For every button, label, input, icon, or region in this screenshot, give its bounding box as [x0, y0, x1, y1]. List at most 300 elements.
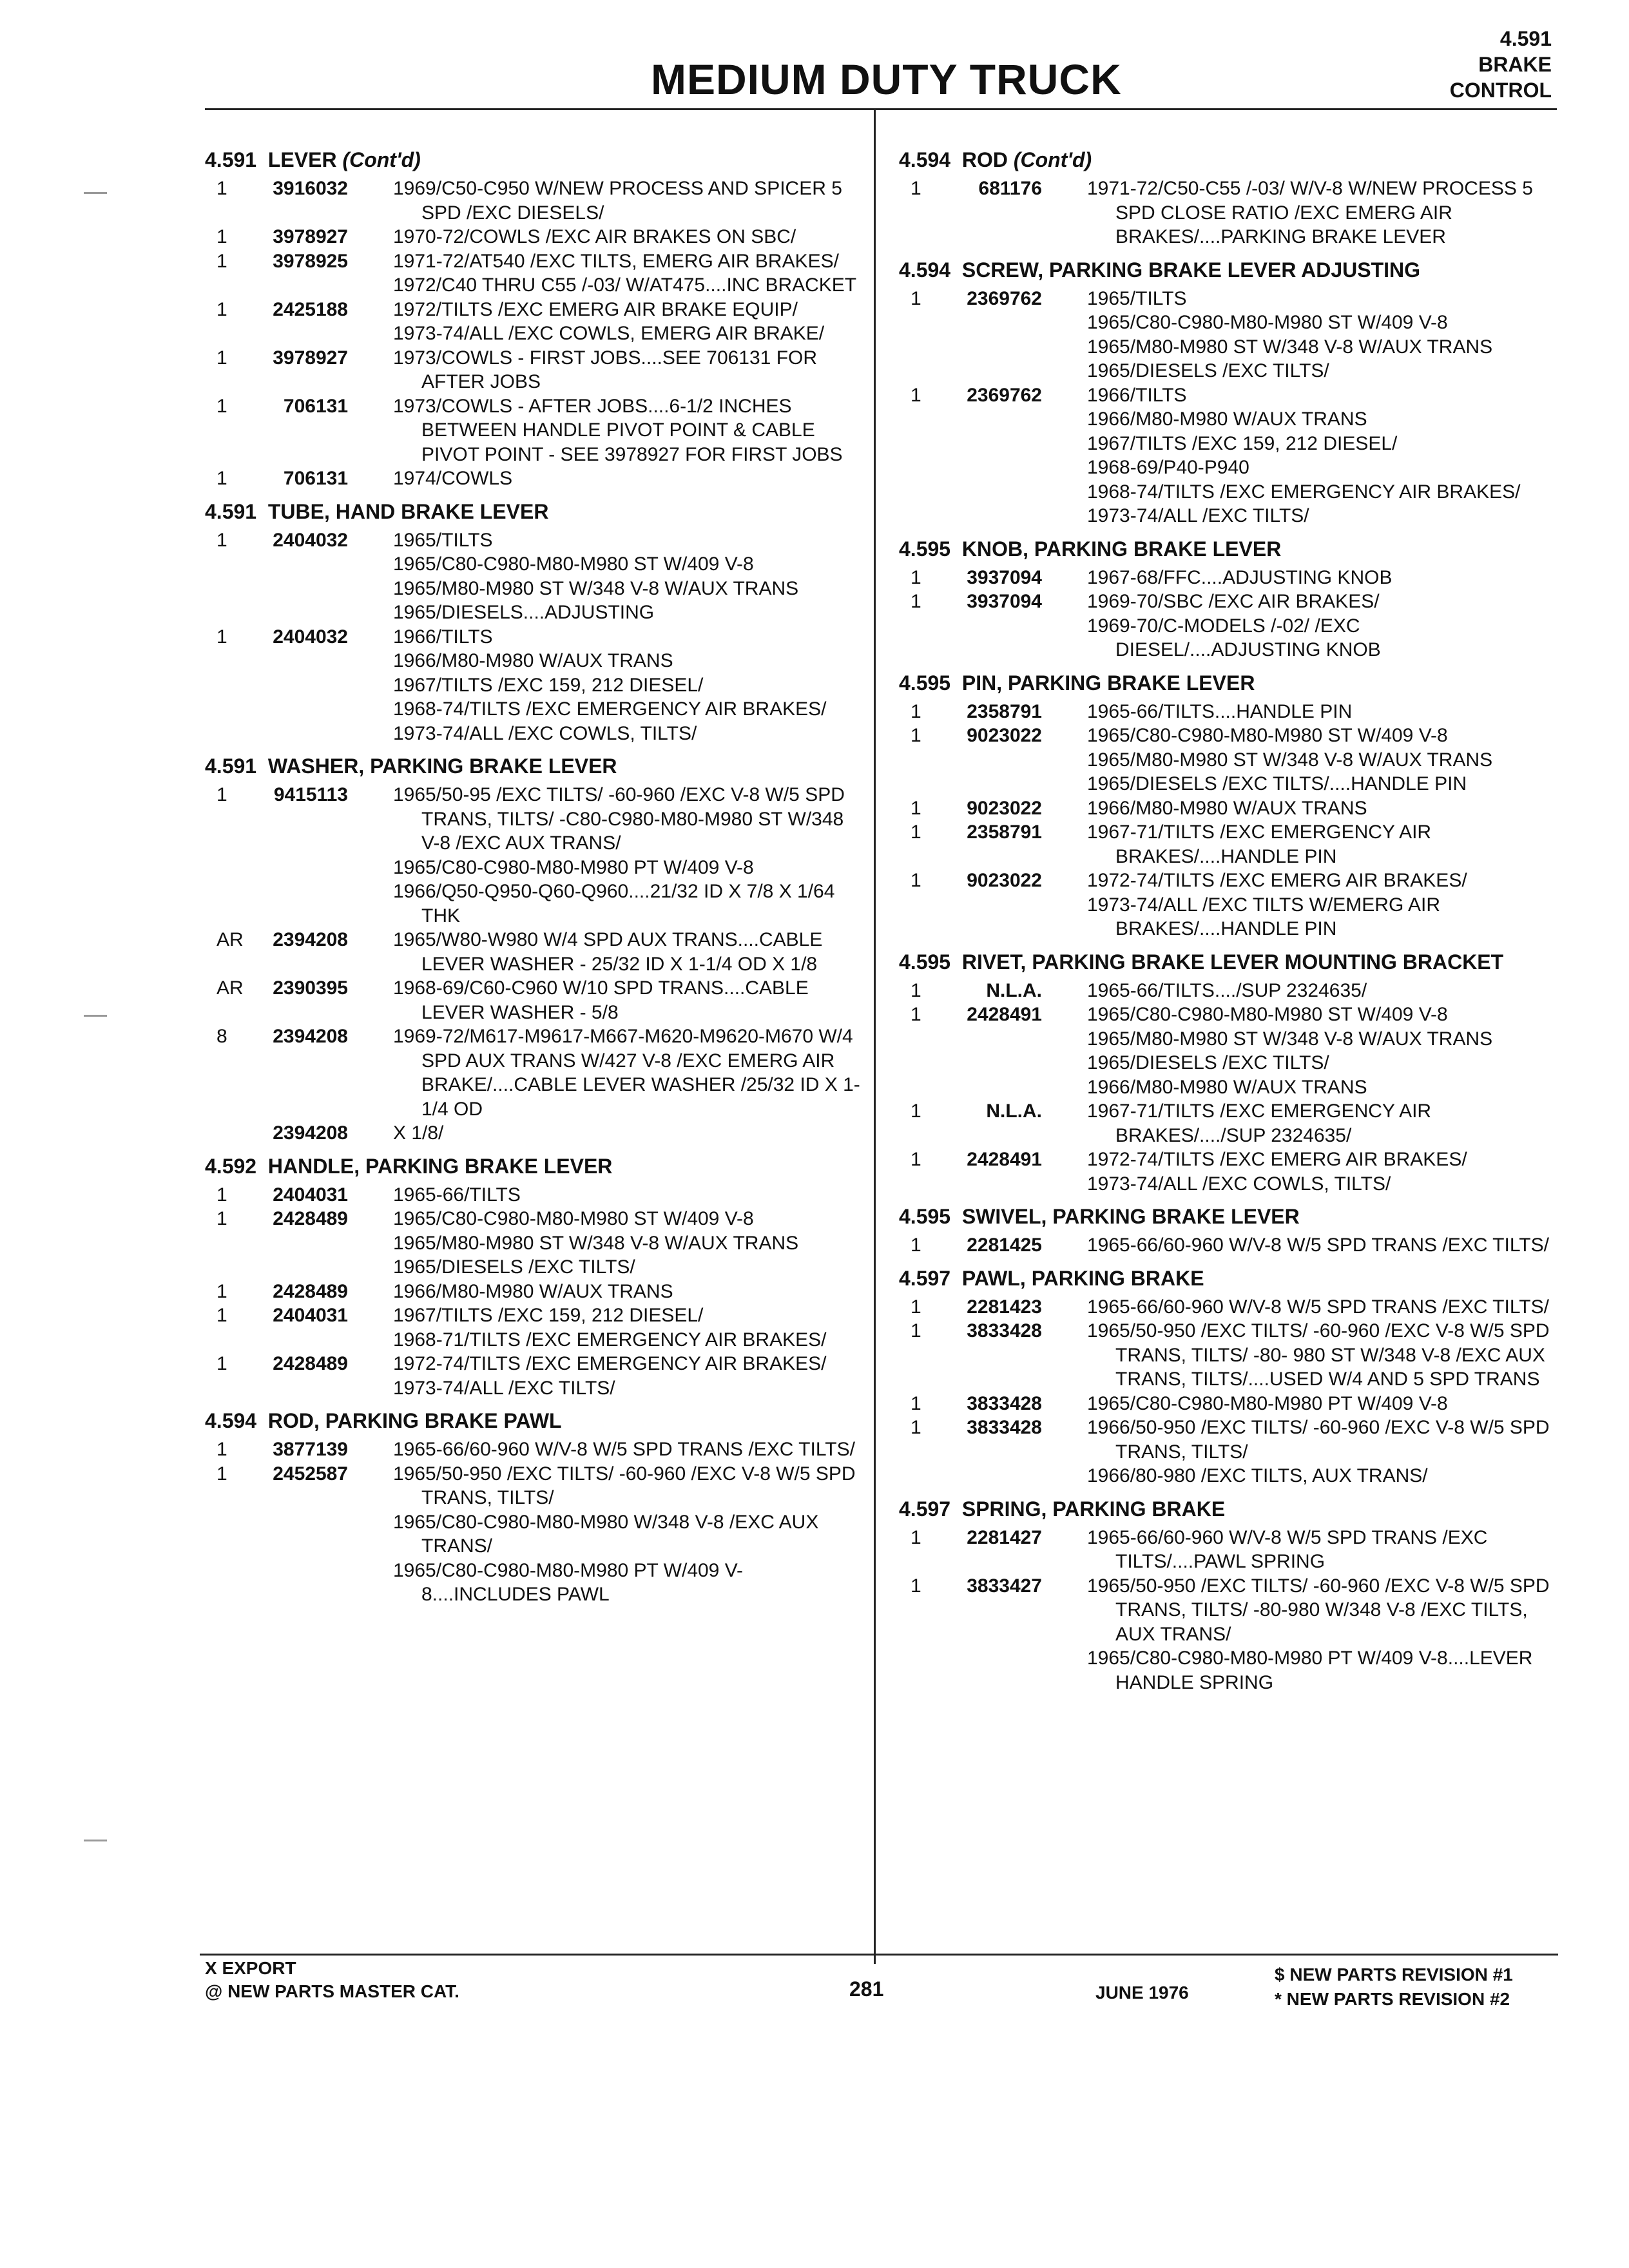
application-lines	[393, 249, 862, 298]
part-number: 2281427	[967, 1526, 1042, 1548]
section-heading	[205, 1408, 862, 1434]
part-entry	[205, 225, 862, 249]
part-number: 9023022	[967, 797, 1042, 819]
quantity: 1	[911, 822, 921, 843]
application-text: 1971-72/C50-C55 /-03/ W/V-8 W/NEW PROCESS 5 SPD CLOSE RATIO /EXC EMERG AIR BRAKES/....PARKING BRAKE LEVER	[1087, 178, 1533, 247]
part-number: 2404031	[273, 1305, 348, 1326]
part-entry	[899, 1526, 1556, 1574]
part-entry	[205, 298, 862, 346]
section-heading	[899, 670, 1556, 696]
part-entry	[205, 928, 862, 976]
section-code: 4.591	[205, 148, 257, 171]
parts-section	[899, 147, 1556, 249]
application-lines	[1087, 700, 1556, 724]
application-lines	[393, 1303, 862, 1352]
application-text: 1966/M80-M980 W/AUX TRANS	[1087, 797, 1367, 819]
part-entry	[899, 590, 1556, 662]
part-entry	[205, 1352, 862, 1400]
corner-subgroup: CONTROL	[1449, 79, 1552, 102]
section-code: 4.591	[205, 499, 257, 523]
application-text: 1965-66/60-960 W/V-8 W/5 SPD TRANS /EXC TILTS/	[393, 1439, 855, 1460]
application-lines	[393, 1024, 862, 1121]
part-entry	[205, 1280, 862, 1304]
part-entry	[899, 796, 1556, 821]
parts-section	[899, 949, 1556, 1196]
application-lines	[393, 177, 862, 225]
quantity: 1	[911, 1575, 921, 1597]
application-lines	[393, 225, 862, 249]
application-text: 1972/C40 THRU C55 /-03/ W/AT475....INC BRACKET	[393, 274, 857, 296]
application-text: 1965-66/TILTS....HANDLE PIN	[1087, 700, 1353, 722]
part-entry	[899, 869, 1556, 941]
application-lines	[1087, 1526, 1556, 1574]
section-name: SWIVEL, PARKING BRAKE LEVER	[961, 1205, 1300, 1228]
application-lines	[393, 298, 862, 346]
application-lines	[393, 394, 862, 467]
quantity: 1	[911, 1320, 921, 1341]
quantity: 1	[217, 347, 227, 369]
application-lines	[393, 1462, 862, 1607]
section-heading	[899, 949, 1556, 975]
quantity: 1	[217, 1184, 227, 1206]
section-heading	[205, 147, 862, 173]
application-text: 1969/C50-C950 W/NEW PROCESS AND SPICER 5 SPD /EXC DIESELS/	[393, 178, 842, 224]
margin-mark	[84, 192, 107, 194]
parts-section	[205, 147, 862, 491]
application-text: 1971-72/AT540 /EXC TILTS, EMERG AIR BRAKES/	[393, 250, 839, 272]
application-text: 1968-74/TILTS /EXC EMERGENCY AIR BRAKES/	[1087, 481, 1521, 503]
part-number: 2425188	[273, 298, 348, 320]
quantity: 1	[911, 287, 921, 309]
application-text: 1965/C80-C980-M80-M980 PT W/409 V-8....LEVER HANDLE SPRING	[1087, 1648, 1533, 1693]
application-lines	[393, 625, 862, 746]
page-number: 281	[849, 1977, 884, 2001]
part-entry	[205, 394, 862, 467]
footer-export-legend: X EXPORT	[205, 1958, 296, 1978]
part-entry	[205, 528, 862, 625]
part-entry	[899, 979, 1556, 1003]
quantity: 1	[911, 1149, 921, 1170]
application-text: 1965/M80-M980 ST W/348 V-8 W/AUX TRANS	[1087, 749, 1493, 771]
application-lines	[1087, 869, 1556, 941]
section-heading	[899, 1265, 1556, 1291]
quantity: 8	[217, 1026, 227, 1047]
footer-rule	[200, 1954, 1558, 1956]
parts-section	[899, 536, 1556, 662]
left-column	[205, 147, 862, 1615]
application-lines	[1087, 1099, 1556, 1148]
application-text: 1965/C80-C980-M80-M980 ST W/409 V-8	[393, 553, 754, 575]
quantity: 1	[911, 700, 921, 722]
part-number: 706131	[283, 468, 348, 489]
application-text: 1973-74/ALL /EXC TILTS/	[393, 1377, 615, 1399]
corner-number: 4.591	[1499, 27, 1552, 50]
part-number: 3833428	[967, 1392, 1042, 1414]
application-lines	[393, 1183, 862, 1207]
part-number: 2369762	[967, 384, 1042, 406]
application-text: 1967/TILTS /EXC 159, 212 DIESEL/	[1087, 432, 1398, 454]
application-text: 1965/DIESELS /EXC TILTS/	[393, 1256, 635, 1278]
quantity: 1	[217, 1353, 227, 1374]
quantity: 1	[217, 468, 227, 489]
application-lines	[1087, 1295, 1556, 1320]
section-code: 4.597	[899, 1497, 951, 1521]
part-entry	[899, 1295, 1556, 1320]
application-text: 1973-74/ALL /EXC COWLS, TILTS/	[1087, 1173, 1391, 1195]
section-name: TUBE, HAND BRAKE LEVER	[267, 499, 549, 523]
application-text: 1965-66/TILTS	[393, 1184, 521, 1206]
part-entry	[205, 783, 862, 928]
application-text: 1965-66/60-960 W/V-8 W/5 SPD TRANS /EXC TILTS/	[1087, 1235, 1549, 1256]
application-text: 1965/DIESELS....ADJUSTING	[393, 602, 655, 623]
application-text: 1973/COWLS - FIRST JOBS....SEE 706131 FOR AFTER JOBS	[393, 347, 818, 392]
application-lines	[1087, 1148, 1556, 1196]
quantity: 1	[911, 178, 921, 199]
part-entry	[899, 1148, 1556, 1196]
quantity: AR	[217, 929, 244, 950]
part-entry	[899, 1003, 1556, 1099]
application-text: 1965/C80-C980-M80-M980 ST W/409 V-8	[393, 1208, 754, 1229]
application-text: 1966/Q50-Q950-Q60-Q960....21/32 ID X 7/8 X 1/64 THK	[393, 881, 835, 927]
quantity: 1	[911, 725, 921, 746]
part-entry	[205, 976, 862, 1024]
application-text: 1965/C80-C980-M80-M980 W/348 V-8 /EXC AUX TRANS/	[393, 1511, 819, 1557]
part-entry	[899, 724, 1556, 796]
quantity: 1	[217, 1439, 227, 1460]
section-code: 4.595	[899, 537, 951, 561]
application-lines	[1087, 1233, 1556, 1258]
application-text: 1972-74/TILTS /EXC EMERG AIR BRAKES/	[1087, 1149, 1467, 1170]
section-code: 4.594	[899, 148, 951, 171]
part-number: 3978927	[273, 226, 348, 247]
quantity: AR	[217, 977, 244, 999]
part-number: N.L.A.	[986, 979, 1042, 1001]
parts-section	[899, 257, 1556, 528]
application-text: 1965/M80-M980 ST W/348 V-8 W/AUX TRANS	[1087, 1028, 1493, 1050]
quantity: 1	[911, 384, 921, 406]
part-number: 3877139	[273, 1439, 348, 1460]
application-lines	[1087, 1416, 1556, 1488]
application-text: 1966/TILTS	[393, 626, 493, 648]
part-entry	[899, 1319, 1556, 1392]
application-lines	[1087, 724, 1556, 796]
application-lines	[393, 976, 862, 1024]
section-heading	[899, 1204, 1556, 1229]
part-entry	[899, 1392, 1556, 1416]
application-lines	[1087, 383, 1556, 528]
page-title: MEDIUM DUTY TRUCK	[651, 55, 1122, 103]
application-lines	[1087, 590, 1556, 662]
quantity: 1	[217, 784, 227, 805]
application-text: 1973/COWLS - AFTER JOBS....6-1/2 INCHES BETWEEN HANDLE PIVOT POINT & CABLE PIVOT POINT - SEE 3978927 FOR FIRST JOBS	[393, 395, 843, 465]
application-text: 1968-71/TILTS /EXC EMERGENCY AIR BRAKES/	[393, 1329, 827, 1350]
application-text: 1966/M80-M980 W/AUX TRANS	[393, 1280, 673, 1302]
application-lines	[1087, 796, 1556, 821]
footer-master-legend: @ NEW PARTS MASTER CAT.	[205, 1981, 459, 2001]
part-number: 9023022	[967, 725, 1042, 746]
quantity: 1	[911, 870, 921, 891]
part-entry	[205, 1437, 862, 1462]
part-entry	[205, 1121, 862, 1146]
quantity: 1	[217, 395, 227, 417]
section-name: PIN, PARKING BRAKE LEVER	[961, 671, 1255, 695]
part-number: 2390395	[273, 977, 348, 999]
quantity: 1	[911, 1100, 921, 1122]
section-heading	[899, 536, 1556, 562]
footer-revision-1: $ NEW PARTS REVISION #1	[1275, 1965, 1513, 1984]
quantity: 1	[911, 1004, 921, 1025]
application-text: 1969-70/SBC /EXC AIR BRAKES/	[1087, 591, 1380, 612]
margin-mark	[84, 1015, 107, 1017]
application-text: 1969-70/C-MODELS /-02/ /EXC DIESEL/....ADJUSTING KNOB	[1087, 615, 1381, 660]
application-lines	[393, 1121, 862, 1146]
right-column	[899, 147, 1556, 1702]
application-text: 1972-74/TILTS /EXC EMERG AIR BRAKES/	[1087, 870, 1467, 891]
section-code: 4.594	[205, 1409, 257, 1432]
part-number: 2404032	[273, 529, 348, 551]
part-entry	[205, 1303, 862, 1352]
section-heading	[205, 1153, 862, 1179]
application-lines	[1087, 566, 1556, 590]
part-entry	[205, 466, 862, 491]
application-text: 1968-74/TILTS /EXC EMERGENCY AIR BRAKES/	[393, 698, 827, 720]
part-number: 2394208	[273, 1122, 348, 1144]
part-entry	[205, 1024, 862, 1121]
section-corner-label	[1450, 26, 1552, 103]
part-number: 9023022	[967, 870, 1042, 891]
application-text: 1973-74/ALL /EXC TILTS/	[1087, 505, 1309, 526]
application-text: 1965/50-95 /EXC TILTS/ -60-960 /EXC V-8 W/5 SPD TRANS, TILTS/ -C80-C980-M80-M980 ST W/348 V-8 /EXC AUX TRANS/	[393, 784, 845, 854]
part-entry	[899, 177, 1556, 249]
application-text: 1965/DIESELS /EXC TILTS/	[1087, 1052, 1329, 1073]
application-lines	[393, 466, 862, 491]
footer-revision-2: * NEW PARTS REVISION #2	[1275, 1989, 1510, 2009]
application-text: 1967-71/TILTS /EXC EMERGENCY AIR BRAKES/....HANDLE PIN	[1087, 822, 1432, 867]
application-text: 1965/M80-M980 ST W/348 V-8 W/AUX TRANS	[1087, 336, 1493, 358]
application-text: 1969-72/M617-M9617-M667-M620-M9620-M670 W/4 SPD AUX TRANS W/427 V-8 /EXC EMERG AIR BRAKE/....CABLE LEVER WASHER /25/32 ID X 1-1/4 OD	[393, 1026, 860, 1120]
section-name: RIVET, PARKING BRAKE LEVER MOUNTING BRACKET	[961, 950, 1504, 974]
application-text: 1965/50-950 /EXC TILTS/ -60-960 /EXC V-8 W/5 SPD TRANS, TILTS/ -80-980 W/348 V-8 /EXC TILTS, AUX TRANS/	[1087, 1575, 1550, 1645]
application-text: 1965/DIESELS /EXC TILTS/	[1087, 360, 1329, 381]
section-code: 4.591	[205, 754, 257, 778]
part-number: 9415113	[273, 784, 348, 805]
application-text: 1965-66/60-960 W/V-8 W/5 SPD TRANS /EXC TILTS/....PAWL SPRING	[1087, 1526, 1488, 1572]
application-lines	[393, 783, 862, 928]
application-text: 1972/TILTS /EXC EMERG AIR BRAKE EQUIP/	[393, 298, 798, 320]
part-number: 3833428	[967, 1320, 1042, 1341]
part-number: 2358791	[967, 700, 1042, 722]
continued-note: (Cont'd)	[342, 148, 421, 171]
application-text: 1967/TILTS /EXC 159, 212 DIESEL/	[393, 1305, 704, 1326]
quantity: 1	[911, 1235, 921, 1256]
section-code: 4.597	[899, 1266, 951, 1290]
application-text: 1965/50-950 /EXC TILTS/ -60-960 /EXC V-8 W/5 SPD TRANS, TILTS/ -80- 980 ST W/348 V-8 /EXC AUX TRANS, TILTS/....USED W/4 AND 5 SPD TRANS	[1087, 1320, 1550, 1390]
application-lines	[1087, 979, 1556, 1003]
application-text: 1966/50-950 /EXC TILTS/ -60-960 /EXC V-8 W/5 SPD TRANS, TILTS/	[1087, 1417, 1550, 1463]
part-number: 2452587	[273, 1463, 348, 1485]
column-divider	[874, 108, 876, 1964]
part-entry	[899, 1574, 1556, 1695]
footer-date: JUNE 1976	[1095, 1983, 1189, 2003]
corner-group: BRAKE	[1478, 53, 1552, 76]
quantity: 1	[217, 626, 227, 648]
part-entry	[205, 1207, 862, 1280]
application-text: 1973-74/ALL /EXC TILTS W/EMERG AIR BRAKES/....HANDLE PIN	[1087, 894, 1440, 939]
quantity: 1	[217, 1463, 227, 1485]
quantity: 1	[911, 1417, 921, 1438]
application-text: 1968-69/C60-C960 W/10 SPD TRANS....CABLE LEVER WASHER - 5/8	[393, 977, 809, 1023]
continued-note: (Cont'd)	[1013, 148, 1092, 171]
section-code: 4.594	[899, 258, 951, 282]
quantity: 1	[911, 797, 921, 819]
quantity: 1	[217, 1305, 227, 1326]
application-lines	[393, 1207, 862, 1280]
parts-section	[205, 499, 862, 746]
application-text: 1968-69/P40-P940	[1087, 457, 1249, 478]
section-code: 4.595	[899, 671, 951, 695]
quantity: 1	[217, 250, 227, 272]
section-heading	[899, 257, 1556, 283]
application-lines	[393, 1280, 862, 1304]
part-entry	[205, 249, 862, 298]
section-code: 4.592	[205, 1154, 257, 1178]
part-number: 3978927	[273, 347, 348, 369]
application-text: 1966/TILTS	[1087, 384, 1187, 406]
section-code: 4.595	[899, 950, 951, 974]
application-text: 1965/DIESELS /EXC TILTS/....HANDLE PIN	[1087, 773, 1467, 794]
quantity: 1	[217, 1208, 227, 1229]
quantity: 1	[911, 1526, 921, 1548]
part-number: 2428489	[273, 1208, 348, 1229]
part-number: 3978925	[273, 250, 348, 272]
section-name: SCREW, PARKING BRAKE LEVER ADJUSTING	[961, 258, 1421, 282]
part-number: 3916032	[273, 178, 348, 199]
section-name: PAWL, PARKING BRAKE	[961, 1266, 1204, 1290]
part-entry	[899, 566, 1556, 590]
part-number: 3833428	[967, 1417, 1042, 1438]
quantity: 1	[217, 529, 227, 551]
application-text: 1965/C80-C980-M80-M980 PT W/409 V-8	[393, 856, 754, 878]
part-number: 2281423	[967, 1296, 1042, 1318]
part-number: 681176	[978, 178, 1042, 199]
part-entry	[899, 1099, 1556, 1148]
application-text: 1972-74/TILTS /EXC EMERGENCY AIR BRAKES/	[393, 1353, 827, 1374]
parts-section	[899, 1496, 1556, 1695]
application-text: 1967-71/TILTS /EXC EMERGENCY AIR BRAKES/..../SUP 2324635/	[1087, 1100, 1432, 1146]
quantity: 1	[911, 1296, 921, 1318]
parts-section	[205, 1408, 862, 1607]
part-number: 2428491	[967, 1149, 1042, 1170]
quantity: 1	[217, 178, 227, 199]
part-entry	[899, 700, 1556, 724]
section-heading	[205, 499, 862, 524]
part-number: 2369762	[967, 287, 1042, 309]
section-name: ROD	[961, 148, 1008, 171]
section-name: ROD, PARKING BRAKE PAWL	[267, 1409, 562, 1432]
part-number: 2428491	[967, 1004, 1042, 1025]
header-rule	[205, 108, 1557, 110]
quantity: 1	[911, 566, 921, 588]
application-text: 1966/M80-M980 W/AUX TRANS	[1087, 408, 1367, 430]
part-entry	[205, 1183, 862, 1207]
application-lines	[1087, 1003, 1556, 1099]
part-number: 706131	[283, 395, 348, 417]
application-text: 1965/C80-C980-M80-M980 ST W/409 V-8	[1087, 1004, 1448, 1025]
application-text: 1973-74/ALL /EXC COWLS, EMERG AIR BRAKE/	[393, 323, 825, 344]
application-lines	[393, 346, 862, 394]
application-text: 1966/M80-M980 W/AUX TRANS	[393, 650, 673, 671]
quantity: 1	[911, 1392, 921, 1414]
part-number: 3937094	[967, 591, 1042, 612]
application-lines	[1087, 1319, 1556, 1392]
part-entry	[899, 383, 1556, 528]
application-text: 1965/W80-W980 W/4 SPD AUX TRANS....CABLE LEVER WASHER - 25/32 ID X 1-1/4 OD X 1/8	[393, 929, 823, 975]
part-entry	[205, 346, 862, 394]
part-number: 3833427	[967, 1575, 1042, 1597]
section-name: WASHER, PARKING BRAKE LEVER	[267, 754, 617, 778]
quantity: 1	[217, 1280, 227, 1302]
application-lines	[393, 528, 862, 625]
part-entry	[899, 1233, 1556, 1258]
part-number: 2358791	[967, 822, 1042, 843]
part-entry	[899, 1416, 1556, 1488]
application-text: 1970-72/COWLS /EXC AIR BRAKES ON SBC/	[393, 226, 796, 247]
application-text: 1965/C80-C980-M80-M980 PT W/409 V-8	[1087, 1392, 1448, 1414]
parts-section	[899, 1265, 1556, 1488]
application-lines	[393, 1352, 862, 1400]
application-lines	[393, 928, 862, 976]
application-lines	[1087, 177, 1556, 249]
part-number: 3937094	[967, 566, 1042, 588]
part-number: 2394208	[273, 929, 348, 950]
application-text: 1965/TILTS	[1087, 287, 1187, 309]
section-name: HANDLE, PARKING BRAKE LEVER	[267, 1154, 613, 1178]
application-lines	[393, 1437, 862, 1462]
application-text: 1965/M80-M980 ST W/348 V-8 W/AUX TRANS	[393, 577, 799, 599]
section-name: LEVER	[267, 148, 337, 171]
application-lines	[1087, 287, 1556, 383]
part-number: 2404032	[273, 626, 348, 648]
margin-mark	[84, 1840, 107, 1841]
application-text: 1966/80-980 /EXC TILTS, AUX TRANS/	[1087, 1465, 1428, 1486]
section-heading	[205, 753, 862, 779]
section-heading	[899, 147, 1556, 173]
part-entry	[899, 820, 1556, 869]
parts-section	[899, 670, 1556, 941]
section-name: KNOB, PARKING BRAKE LEVER	[961, 537, 1282, 561]
application-text: 1965/C80-C980-M80-M980 ST W/409 V-8	[1087, 725, 1448, 746]
application-text: 1965/C80-C980-M80-M980 PT W/409 V-8....INCLUDES PAWL	[393, 1559, 744, 1605]
part-number: 2281425	[967, 1235, 1042, 1256]
application-text: 1967-68/FFC....ADJUSTING KNOB	[1087, 566, 1393, 588]
application-lines	[1087, 820, 1556, 869]
application-text: 1966/M80-M980 W/AUX TRANS	[1087, 1076, 1367, 1098]
section-heading	[899, 1496, 1556, 1522]
part-entry	[205, 1462, 862, 1607]
application-text: 1965/50-950 /EXC TILTS/ -60-960 /EXC V-8 W/5 SPD TRANS, TILTS/	[393, 1463, 856, 1508]
quantity: 1	[911, 979, 921, 1001]
quantity: 1	[217, 298, 227, 320]
application-lines	[1087, 1574, 1556, 1695]
part-entry	[205, 177, 862, 225]
part-entry	[205, 625, 862, 746]
application-text: 1965-66/TILTS..../SUP 2324635/	[1087, 979, 1367, 1001]
part-entry	[899, 287, 1556, 383]
parts-section	[205, 1153, 862, 1401]
application-text: 1974/COWLS	[393, 468, 513, 489]
part-number: 2428489	[273, 1353, 348, 1374]
quantity: 1	[911, 591, 921, 612]
